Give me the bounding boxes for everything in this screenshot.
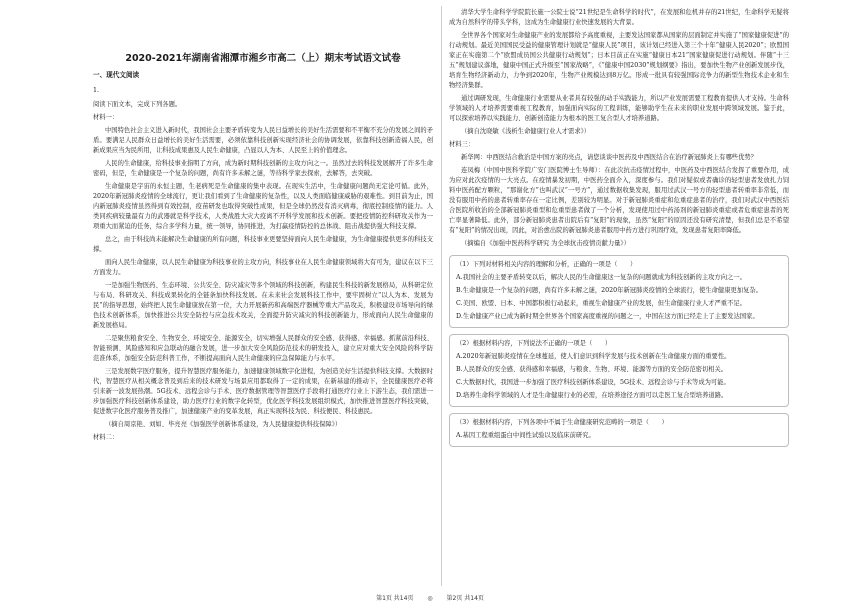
source-citation: （摘编自《加强中医药科学研究 为全球抗击疫情贡献力量》） (461, 240, 630, 247)
material-1-label: 材料一： (93, 114, 119, 121)
question-3-box (449, 413, 789, 447)
option-a[interactable]: A.我国社会的主要矛盾转变以后，解决人民的生命健康这一复杂的问题就成为科技创新的主攻方向之一。 (456, 274, 746, 281)
option-c[interactable]: C.大数据时代，我国进一步加强了医疗科技创新体系建设，5G技术、远程会诊与手术等成为可能。 (456, 379, 730, 386)
question-stem: （1）下列对材料相关内容的理解和分析，正确的一项是（ ） (456, 261, 637, 268)
footer-circle-icon: ◎ (427, 595, 433, 602)
right-column (449, 8, 789, 588)
option-d[interactable]: D.生命健康产业已成为新时期全世界各个国家高度重视的问题之一，中国在这方面已经走上了主要发达国家。 (456, 313, 759, 320)
instruction-text: 阅读下面文本，完成下列各题。 (93, 101, 182, 108)
source-citation: （摘自沈晓敏《浅析生命健康行业人才需求》） (461, 128, 591, 135)
question-stem: （3）根据材料内容，下列各项中不属于生命健康研究范畴的一项是（ ） (456, 419, 668, 426)
material-2-label: 材料二： (93, 434, 119, 441)
option-d[interactable]: D.培养生命科学领域的人才是生命健康行业的必需，在培养途径方面可以走医工复合型培养道路。 (456, 392, 728, 399)
material-3-label: 材料三： (449, 141, 475, 148)
page-number-right: 第2页 共14页 (446, 595, 484, 602)
paragraph: 一是加强生物医药、生态环境、公共安全、防灾减灾等多个领域的科技创新，构建民生科技的新发展格局，从科研定位与布局、科研攻关、科技成果转化的全链条加快科技发展。在未来社会发展科技工作中，要牢固树立“以人为本、发展为民”的指导思想，始终把人民生命健康放在第一位，大力开展新药和高端医疗器械等重大产品攻关，积极建设市场导向的绿色技术创新体系，加快推进公共安全防控与应急技术攻关，全面提升防灾减灾的科技创新能力，形成面向人民生命健康的新发展格局。 (93, 282, 433, 329)
question-2-box (449, 334, 789, 407)
paragraph: 连凤梅（中国中医科学院广安门医院博士生导师）：在此次抗击疫情过程中，中医药及中西医结合发挥了重要作用，成为应对此次疫情的一大亮点。在疫情暴发初期，中医药全面介入，深度参与。我们对疑似或者确诊的轻型患者发放扎力饲料中医药配方颗粒，“那谢化方”也叫武汉“一号方”，通过数据收集发现，服用过武汉一号方的轻型患者转重率非常低，而没有服用中药的患者转重率存在一定比例，差别较为明显。对于新冠肺炎重症和危重症患者的治疗，我们对武汉中西医结合医院所收治的全部新冠肺炎重型和危重型患者做了一个分析，发现使用过中药汤剂的新冠肺炎重症或者危重症患者的死亡率显著降低。此外，部分新冠肺炎患者出院后有“复阳”的现象，虽然“复阳”的原因还没有研究清楚，但我们总是不希望有“复阳”的情况出现，因此，对治愈出院的新冠肺炎患者服用中药方进行巩固疗效，发现患者复阳率降低。 (449, 167, 789, 234)
paragraph: 生命健康是宇宙的永恒主题，生老病死是生命健康的集中表现。在现实生活中，生命健康问题尚无定论可循。此外，2020年新冠肺炎疫情的全球流行，更让我们看到了生命健康的复杂性，以及人类面临健康威胁的艰难性。到目前为止，国内新冠肺炎疫情虽然得到有效控制，疫苗研发也取得突破性成果，但是全球仍然没有消灭病毒，彻底控制疫情的能力。人类同疾病较量最有力的武器就是科学技术，人类战胜大灾大疫离不开科学发展和技术创新。要把疫情防控科研攻关作为一项重大而紧迫的任务，综合多学科力量，统一领导，协同推进，为打赢疫情防控的总体战、阻击战提供强大科技支撑。 (93, 183, 433, 230)
column-divider (441, 6, 442, 586)
option-b[interactable]: B.人民群众的安全感、获得感和幸福感，与粮食、生物、环境、能源等方面的安全防范密切相关。 (456, 366, 728, 373)
paragraph: 人民的生命健康，给科技事业指明了方向，成为新时期科技创新的主攻方向之一。虽然过去的科技发展解开了许多生命密码，但是，生命健康是一个复杂的问题，尚有许多未解之谜，等待科学家去探索，去解答，去突破。 (93, 160, 433, 177)
option-b[interactable]: B.生命健康是一个复杂的问题，尚有许多未解之谜，2020年新冠肺炎疫情的全球流行，使生命健康更加复杂。 (456, 287, 763, 294)
option-a[interactable]: A.2020年新冠肺炎疫情在全球蔓延，使人们意识到科学发展与技术创新在生命健康方面的重要性。 (456, 353, 731, 360)
option-c[interactable]: C.美国、欧盟、日本、中国都积极行动起来，重视生命健康产业的发展，但生命健康行业人才严重不足。 (456, 300, 746, 307)
page-footer (0, 593, 860, 602)
page-number-left: 第1页 共14页 (376, 595, 414, 602)
option-a[interactable]: A.基因工程重组蛋白中间性试验以及临床前研究。 (456, 432, 595, 439)
paragraph: 三是发展数字医疗服务，提升智慧医疗服务能力，加速健康领域数字化进程，为创造美好生活提供科技支撑。大数据时代，智慧医疗从相关概念普及到后来的技术研发与场景应用都取得了一定的成果，在新基建的推动下，全民健康医疗必将引来新一波发展热潮。5G技术、远程会诊与手术、医疗数据管理等智慧医疗手段将打通医疗行业上下游生态，我们需进一步加强医疗科技创新体系建设，助力医疗行业的数字化转型，优化医学科技发展组织模式，加快推进智慧医疗科技突破，促进数字化医疗服务普及推广，加速健康产业的变革发展，真正实现科技为民、科技便民、科技惠民。 (93, 368, 433, 415)
paragraph: 总之，由于科技尚未能解决生命健康的所有问题，科技事业更要坚持面向人民生命健康，为生命健康提供更多的科技支撑。 (93, 236, 433, 253)
paragraph: 全世界各个国家对生命健康产业的发展都给予高度重视，主要发达国家都从国家的层面制定并实施了“国家健康促进”的行动规划。最近美国国民受益的健康管理计划就是“健康人民”项目，该计划已经进入第三个十年“健康人民2020”；欧盟国家正在实施第二个“欧盟成员国公共健康行动规划”；日本目前正在实施“健康日本21”国家健康促进行动规划。伴随“十三五”规划建议落地，健康中国正式升级至“国家战略”，《“健康中国2030”规划纲要》指出，要加快生物产业创新发展步伐，培育生物经济新动力，力争到2020年，生物产业规模达到8万亿。形成一批具有较强国际竞争力的新型生物技术企业和生物经济集群。 (449, 32, 789, 89)
question-1-box (449, 255, 789, 328)
source-citation: （摘自周京艳、刘如、毕亮亮《加强医学创新体系建设，为人民健康提供科技保障》） (105, 421, 342, 428)
section-heading: 一、现代文阅读 (93, 71, 140, 79)
paragraph: 通过调研发现，生命健康行业需要从业者具有较强的动手实践能力，所以产业发展需要工程教育提供人才支持。生命科学领域的人才培养需要重视工程教育，加强面向实际的工程训练，能够助学生在未来的职业发展中跨领域发展。鉴于此，可以探索培养以实践能力、创新创造能力为根本的医工复合型人才培养道路。 (449, 95, 789, 122)
paragraph: 中国特色社会主义进入新时代，我国社会主要矛盾转变为人民日益增长的美好生活需要和不平衡不充分的发展之间的矛盾。要满足人民群众日益增长的美好生活需要，必须依靠科技创新实现经济社会的协调发展，依靠科技创新造福人民，创新成果应当为民所用，让科技成果惠及人民生命健康，凸显以人为本、人民至上的价值理念。 (93, 127, 433, 154)
question-stem: （2）根据材料内容，下列说法不正确的一项是（ ） (456, 340, 612, 347)
left-column (93, 8, 433, 588)
paragraph: 新华网：中西医结合救治是中国方案的亮点，请您谈谈中医药及中西医结合在治疗新冠肺炎上有哪些优势？ (461, 154, 757, 161)
page-title: 2020-2021年湖南省湘潭市湘乡市高二（上）期末考试语文试卷 (125, 53, 401, 64)
paragraph: 清华大学生命科学学院院长施一公院士说“21世纪是生命科学的时代”，在发展和危机并存的21世纪，生命科学无疑将成为自然科学的带头学科，这成为生命健康行业快速发展的大背景。 (449, 9, 789, 26)
question-number: 1. (93, 87, 100, 94)
paragraph: 面向人民生命健康，以人民生命健康为科技事业的主攻方向，科技事业在人民生命健康领域将大有可为，建议在以下三方面发力。 (93, 259, 433, 276)
paragraph: 二是聚焦粮食安全、生物安全、环境安全、能源安全，切实增强人民群众的安全感、获得感、幸福感。抓紧前沿科技、智能预测、风险感知和应急联动的融合发展，进一步加大安全风险防范技术的研发投入，建立应对重大安全风险的科学防范准体系，加强安全防范科普工作，不断提高面向人民生命健康的应急保障能力与水平。 (93, 335, 433, 362)
